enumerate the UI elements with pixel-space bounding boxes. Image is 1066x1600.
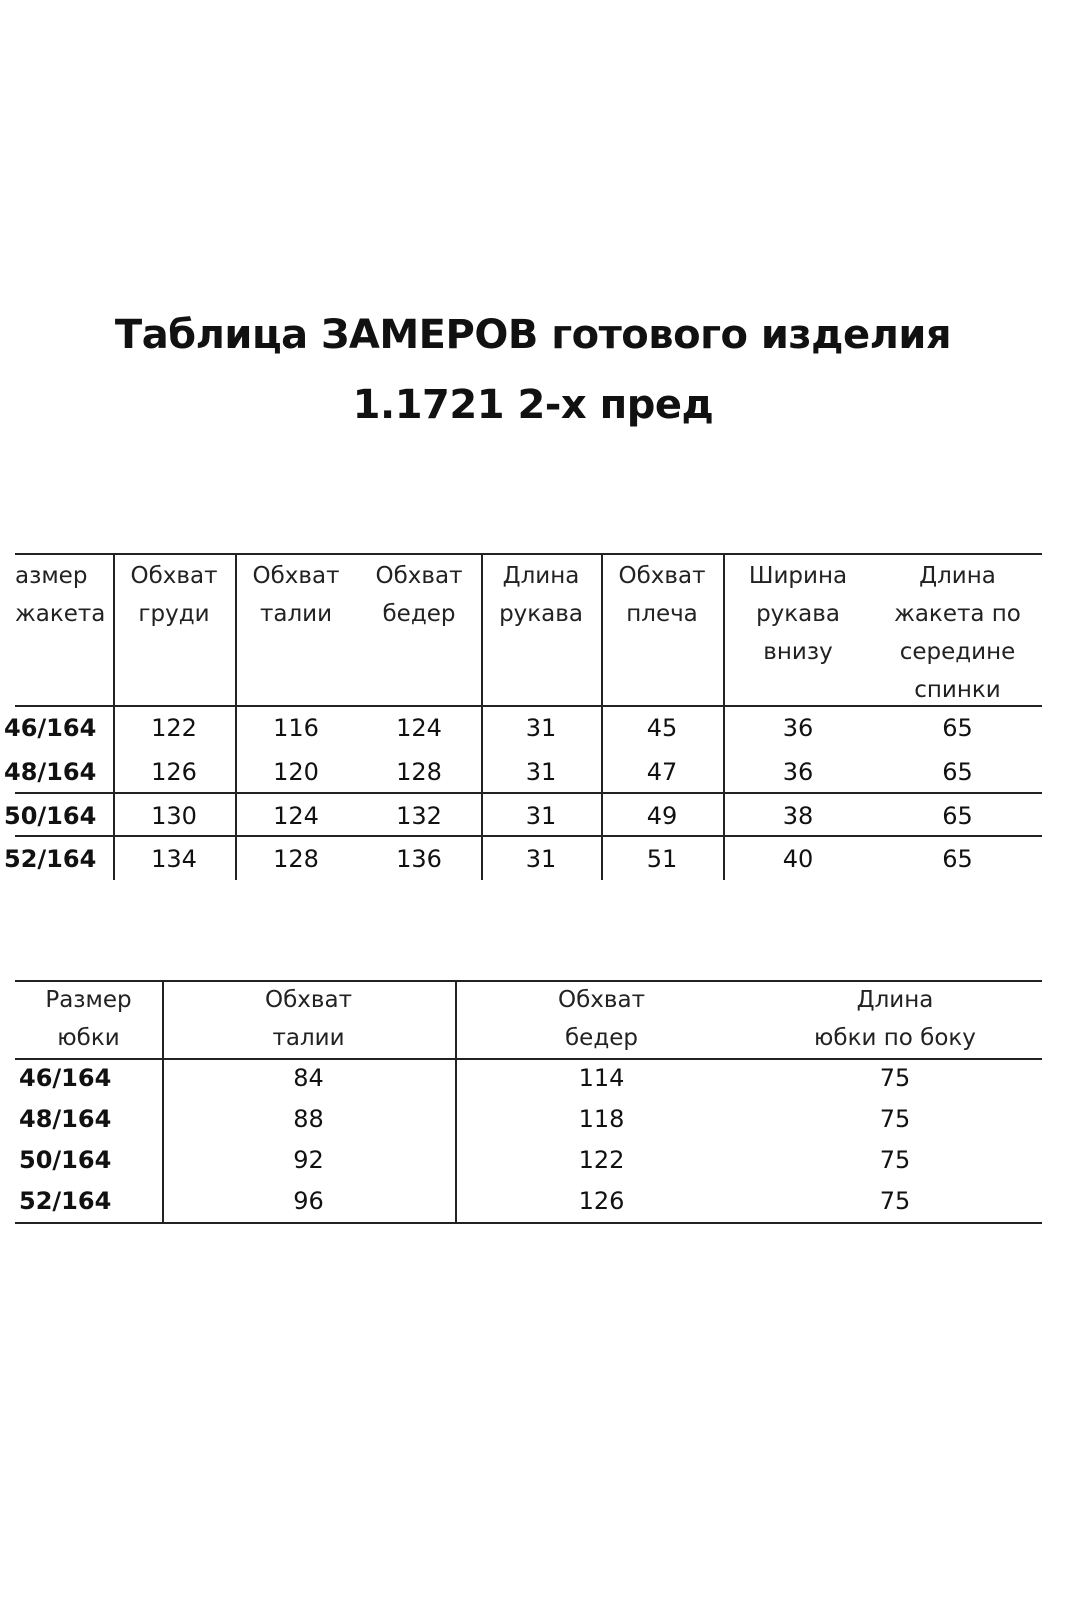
jacket-value-cell: 36 — [782, 758, 814, 786]
jacket-header-2-line-0: Обхват — [252, 563, 340, 589]
jacket-value-cell: 65 — [942, 758, 973, 786]
jacket-header-1-line-1: груди — [138, 601, 210, 627]
jacket-header-5-line-0: Обхват — [618, 563, 706, 589]
jacket-size-cell: 48/164 — [4, 758, 97, 786]
skirt-value-cell: 96 — [293, 1187, 324, 1215]
skirt-size-cell: 46/164 — [19, 1064, 112, 1092]
jacket-value-cell: 47 — [646, 758, 678, 786]
jacket-value-cell: 134 — [151, 845, 197, 873]
skirt-header-1-line-1: талии — [272, 1025, 345, 1051]
jacket-value-cell: 120 — [273, 758, 319, 786]
jacket-value-cell: 136 — [396, 845, 442, 873]
jacket-value-cell: 65 — [942, 845, 973, 873]
jacket-header-6-line-0: Ширина — [748, 563, 848, 589]
jacket-value-cell: 31 — [525, 714, 557, 742]
jacket-header-1-line-0: Обхват — [130, 563, 218, 589]
skirt-header-3-line-0: Длина — [856, 987, 934, 1013]
jacket-value-cell: 31 — [525, 845, 557, 873]
jacket-value-cell: 31 — [525, 802, 557, 830]
skirt-value-cell: 75 — [879, 1187, 911, 1215]
skirt-value-cell: 122 — [578, 1146, 625, 1174]
skirt-value-cell: 88 — [293, 1105, 324, 1133]
skirt-value-cell: 75 — [879, 1105, 911, 1133]
skirt-value-cell: 92 — [293, 1146, 324, 1174]
jacket-header-7-line-2: середине — [899, 639, 1016, 665]
jacket-header-2-line-1: талии — [259, 601, 333, 627]
jacket-value-cell: 124 — [396, 714, 442, 742]
jacket-size-cell: 50/164 — [4, 802, 97, 830]
skirt-size-cell: 48/164 — [19, 1105, 112, 1133]
skirt-header-2-line-0: Обхват — [558, 987, 645, 1013]
document-title-line-2: 1.1721 2-х пред — [352, 382, 714, 428]
jacket-header-6-line-1: рукава — [756, 601, 840, 627]
jacket-size-cell: 46/164 — [4, 714, 97, 742]
skirt-value-cell: 75 — [879, 1064, 911, 1092]
skirt-value-cell: 118 — [578, 1105, 625, 1133]
jacket-header-0-line-0: азмер — [15, 563, 88, 589]
jacket-value-cell: 124 — [273, 802, 319, 830]
jacket-header-7-line-0: Длина — [919, 563, 996, 589]
document-title-line-1: Таблица ЗАМЕРОВ готового изделия — [114, 312, 952, 358]
skirt-size-cell: 50/164 — [19, 1146, 112, 1174]
jacket-header-7-line-1: жакета по — [894, 601, 1021, 627]
skirt-value-cell: 84 — [293, 1064, 324, 1092]
jacket-value-cell: 128 — [273, 845, 319, 873]
jacket-header-3-line-1: бедер — [382, 601, 456, 627]
jacket-header-4-line-1: рукава — [499, 601, 583, 627]
skirt-header-1-line-0: Обхват — [265, 987, 352, 1013]
jacket-value-cell: 132 — [396, 802, 442, 830]
jacket-measurements-table — [4, 553, 1042, 880]
skirt-value-cell: 126 — [578, 1187, 625, 1215]
jacket-value-cell: 40 — [782, 845, 814, 873]
jacket-header-7-line-3: спинки — [914, 677, 1001, 703]
jacket-value-cell: 36 — [782, 714, 814, 742]
jacket-header-0-line-1: жакета — [15, 601, 106, 627]
jacket-value-cell: 130 — [151, 802, 197, 830]
jacket-header-4-line-0: Длина — [502, 563, 580, 589]
jacket-value-cell: 116 — [273, 714, 319, 742]
skirt-value-cell: 114 — [578, 1064, 625, 1092]
jacket-value-cell: 45 — [646, 714, 678, 742]
jacket-value-cell: 128 — [396, 758, 442, 786]
skirt-measurements-table — [15, 980, 1042, 1224]
jacket-header-5-line-1: плеча — [626, 601, 698, 627]
skirt-header-3-line-1: юбки по боку — [814, 1025, 976, 1051]
jacket-value-cell: 31 — [525, 758, 557, 786]
skirt-header-2-line-1: бедер — [565, 1025, 638, 1051]
table-row-divider — [15, 1222, 1042, 1224]
table-row-divider — [15, 553, 1042, 555]
jacket-value-cell: 126 — [151, 758, 197, 786]
skirt-value-cell: 75 — [879, 1146, 911, 1174]
skirt-size-cell: 52/164 — [19, 1187, 112, 1215]
jacket-header-6-line-2: внизу — [763, 639, 833, 665]
skirt-header-0-line-0: Размер — [45, 987, 132, 1013]
jacket-value-cell: 65 — [942, 802, 973, 830]
jacket-header-3-line-0: Обхват — [375, 563, 463, 589]
jacket-value-cell: 38 — [782, 802, 814, 830]
jacket-value-cell: 65 — [942, 714, 973, 742]
jacket-value-cell: 49 — [646, 802, 678, 830]
jacket-value-cell: 122 — [151, 714, 197, 742]
jacket-size-cell: 52/164 — [4, 845, 97, 873]
skirt-header-0-line-1: юбки — [57, 1025, 120, 1051]
jacket-value-cell: 51 — [646, 845, 678, 873]
